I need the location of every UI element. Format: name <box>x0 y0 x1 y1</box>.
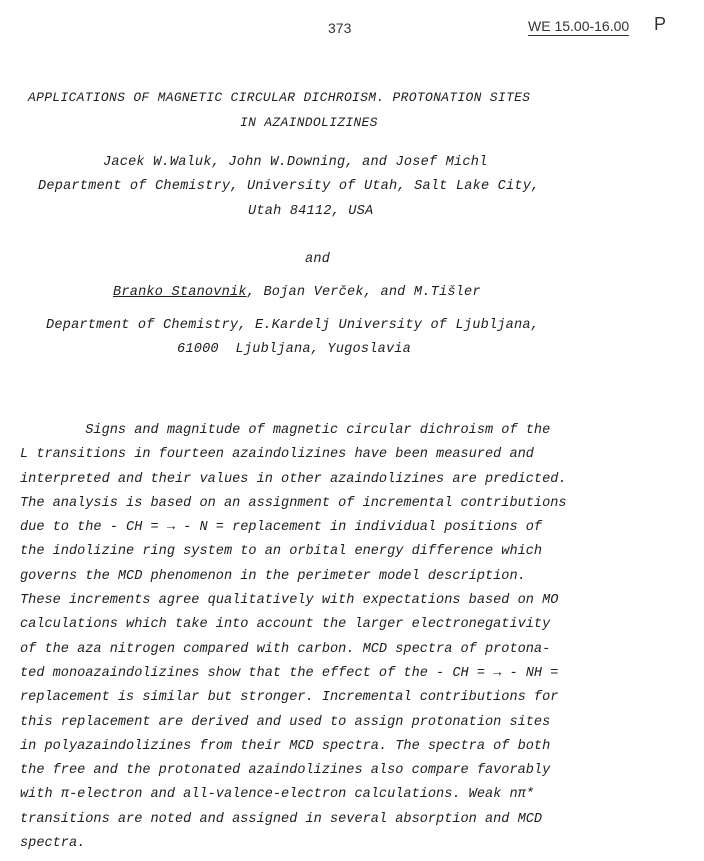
abstract-line: with π-electron and all-valence-electron calculations. Weak nπ* <box>20 787 534 803</box>
title-line-1: APPLICATIONS OF MAGNETIC CIRCULAR DICHROISM. PROTONATION SITES <box>28 90 531 105</box>
page-number: 373 <box>328 20 352 36</box>
authors-group-2 <box>113 285 481 300</box>
abstract-line: due to the - CH = → - N = replacement in individual positions of <box>20 520 543 536</box>
abstract-line: governs the MCD phenomenon in the perimeter model description. <box>20 568 526 584</box>
co-authors: , Bojan Verček, and M.Tišler <box>246 285 481 300</box>
abstract-body <box>20 419 680 856</box>
affiliation-1-line-2: Utah 84112, USA <box>248 204 374 219</box>
abstract-line: Signs and magnitude of magnetic circular dichroism of the <box>20 423 551 438</box>
abstract-line: transitions are noted and assigned in several absorption and MCD <box>20 811 543 827</box>
abstract-line: ted monoazaindolizines show that the effect of the - CH = → - NH = <box>20 665 559 681</box>
conjunction-and: and <box>305 252 331 267</box>
poster-mark: P <box>654 14 667 34</box>
session-time: WE 15.00-16.00 <box>528 18 630 34</box>
abstract-line: in polyazaindolizines from their MCD spectra. The spectra of both <box>20 738 551 754</box>
abstract-line: of the aza nitrogen compared with carbon. MCD spectra of protona- <box>20 641 551 657</box>
authors-group-1: Jacek W.Waluk, John W.Downing, and Josef Michl <box>103 155 488 170</box>
affiliation-1-line-1: Department of Chemistry, University of Utah, Salt Lake City, <box>38 179 540 194</box>
abstract-line: replacement is similar but stronger. Incremental contributions for <box>20 690 559 706</box>
affiliation-2-line-1: Department of Chemistry, E.Kardelj University of Ljubljana, <box>46 318 540 333</box>
abstract-line: L transitions in fourteen azaindolizines have been measured and <box>20 447 534 463</box>
abstract-line: this replacement are derived and used to assign protonation sites <box>20 714 551 730</box>
title-line-2: IN AZAINDOLIZINES <box>240 115 378 130</box>
abstract-line: calculations which take into account the larger electronegativity <box>20 617 551 633</box>
abstract-line: the indolizine ring system to an orbital energy difference which <box>20 544 543 560</box>
affiliation-2-line-2: 61000 Ljubljana, Yugoslavia <box>177 342 412 357</box>
presenting-author: Branko Stanovnik <box>113 285 247 300</box>
abstract-line: the free and the protonated azaindolizines also compare favorably <box>20 763 551 779</box>
abstract-line: These increments agree qualitatively with expectations based on MO <box>20 593 559 609</box>
abstract-line: The analysis is based on an assignment of incremental contributions <box>20 495 567 511</box>
abstract-line: interpreted and their values in other azaindolizines are predicted. <box>20 471 567 487</box>
abstract-line: spectra. <box>20 836 86 852</box>
